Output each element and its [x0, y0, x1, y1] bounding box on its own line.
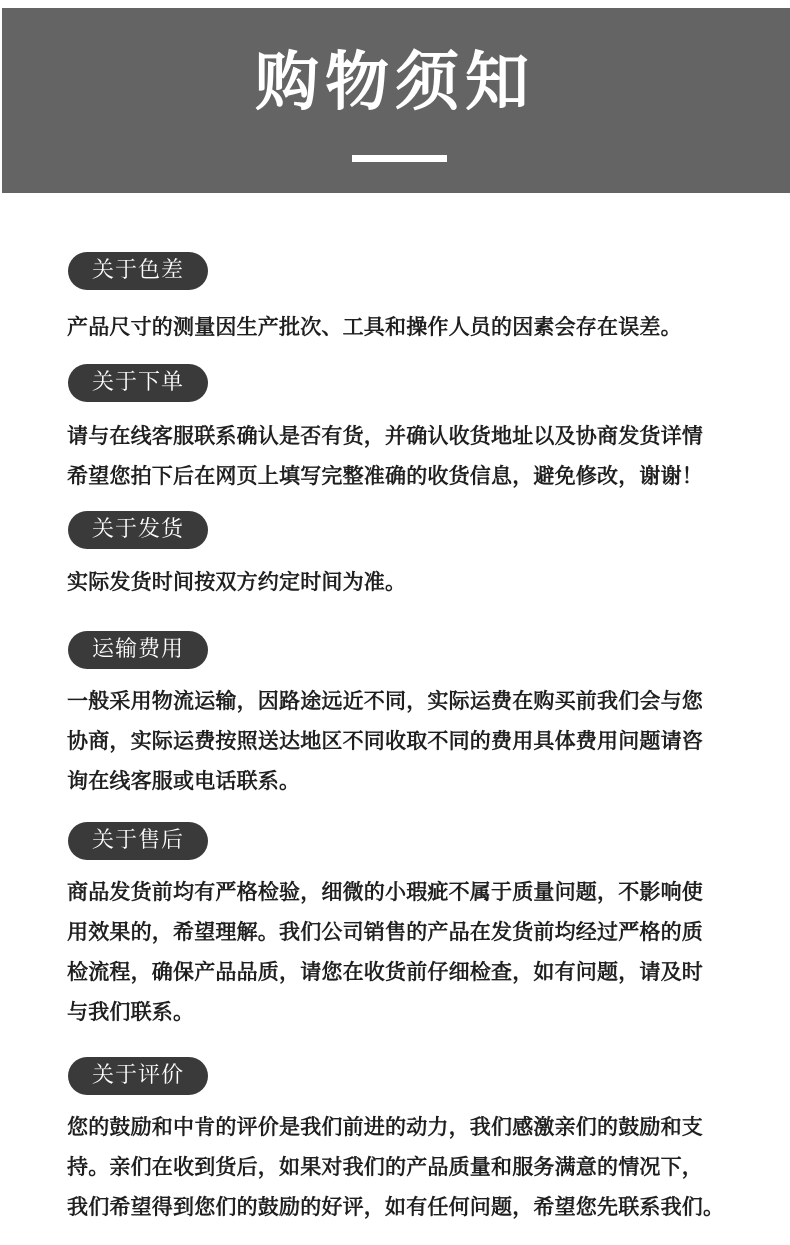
- paragraph-line: 协商，实际运费按照送达地区不同收取不同的费用具体费用问题请咨: [67, 729, 703, 753]
- paragraph-line: 商品发货前均有严格检验，细微的小瑕疵不属于质量问题，不影响使: [67, 880, 703, 904]
- paragraph-line: 与我们联系。: [67, 1000, 195, 1024]
- paragraph-line: 产品尺寸的测量因生产批次、工具和操作人员的因素会存在误差。: [67, 315, 682, 339]
- section-paragraph: [67, 307, 767, 347]
- paragraph-line: 实际发货时间按双方约定时间为准。: [67, 570, 407, 594]
- section-badge: 关于色差: [68, 252, 208, 290]
- page-title: 购物须知: [255, 46, 535, 120]
- section-badge: 关于售后: [68, 822, 208, 860]
- paragraph-line: 请与在线客服联系确认是否有货，并确认收货地址以及协商发货详情: [67, 424, 703, 448]
- section-badge: 关于发货: [68, 511, 208, 549]
- paragraph-line: 您的鼓励和中肯的评价是我们前进的动力，我们感激亲们的鼓励和支: [67, 1115, 703, 1139]
- paragraph-line: 用效果的，希望理解。我们公司销售的产品在发货前均经过严格的质: [67, 920, 703, 944]
- section-paragraph: [67, 562, 767, 602]
- paragraph-line: 希望您拍下后在网页上填写完整准确的收货信息，避免修改，谢谢！: [67, 464, 703, 488]
- paragraph-line: 询在线客服或电话联系。: [67, 769, 301, 793]
- paragraph-line: 检流程，确保产品品质，请您在收货前仔细检查，如有问题，请及时: [67, 960, 703, 984]
- section-paragraph: [67, 872, 767, 1032]
- section-badge: 运输费用: [68, 631, 208, 669]
- section-badge: 关于评价: [68, 1057, 208, 1095]
- section-paragraph: [67, 416, 767, 496]
- paragraph-line: 一般采用物流运输，因路途远近不同，实际运费在购买前我们会与您: [67, 689, 703, 713]
- title-underline: [352, 155, 447, 162]
- paragraph-line: 我们希望得到您们的鼓励的好评，如有任何问题，希望您先联系我们。: [67, 1195, 725, 1219]
- paragraph-line: 持。亲们在收到货后，如果对我们的产品质量和服务满意的情况下，: [67, 1155, 703, 1179]
- section-paragraph: [67, 1107, 767, 1227]
- section-paragraph: [67, 681, 767, 801]
- section-badge: 关于下单: [68, 364, 208, 402]
